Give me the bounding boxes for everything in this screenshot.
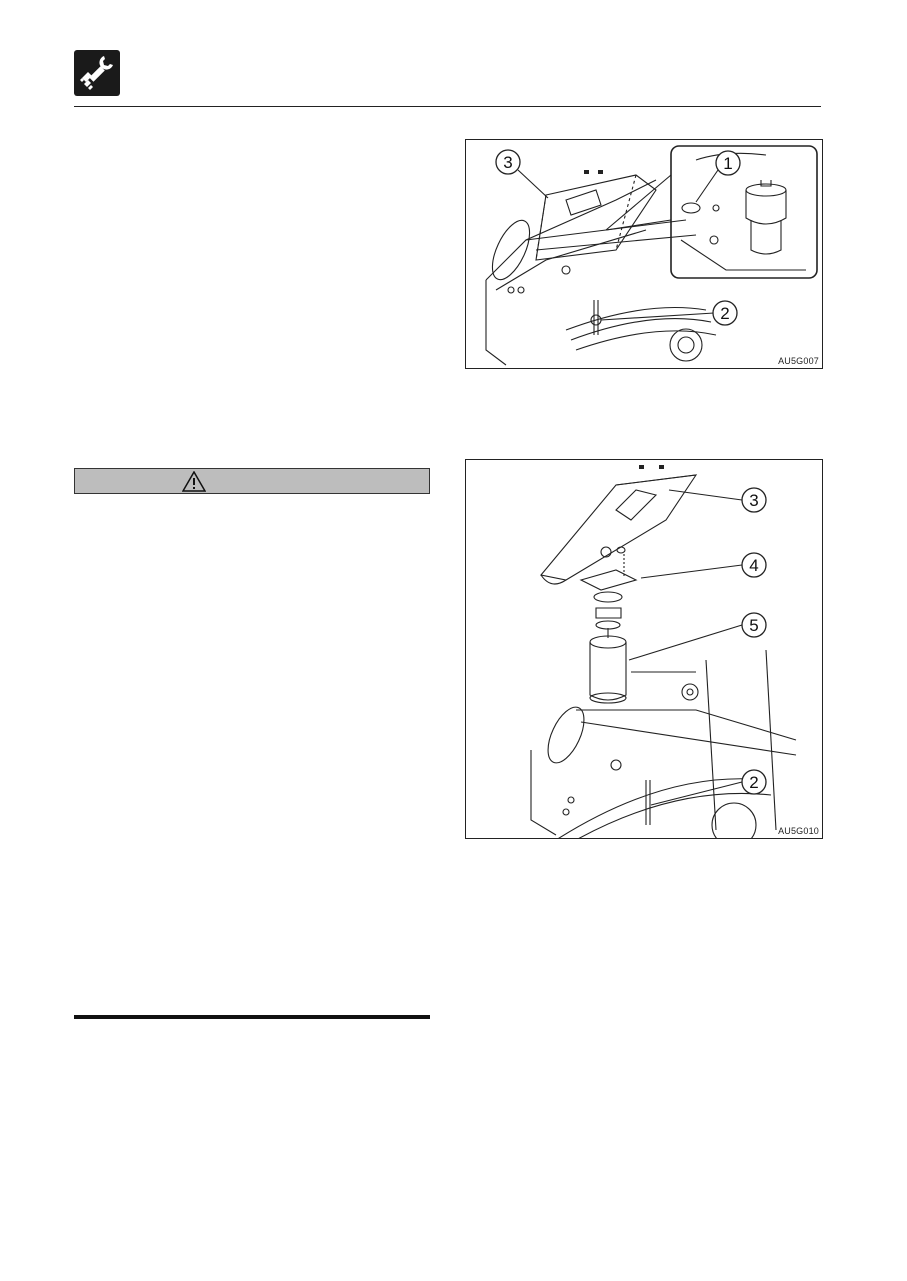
callout-3-label: 3 (749, 491, 759, 510)
callout-3 (669, 488, 766, 512)
figure-code: AU5G007 (778, 356, 819, 366)
callout-2-label: 2 (720, 304, 730, 323)
callout-4 (641, 553, 766, 578)
callout-1 (696, 151, 740, 202)
warning-bar (74, 468, 430, 494)
callout-4-label: 4 (749, 556, 759, 575)
callout-1-label: 1 (723, 154, 733, 173)
figure-2 (465, 459, 823, 839)
figure-1 (465, 139, 823, 369)
figure-code: AU5G010 (778, 826, 819, 836)
callout-2-label: 2 (749, 773, 759, 792)
callout-5-label: 5 (749, 616, 759, 635)
callout-5 (629, 613, 766, 660)
figure-2-illustration (466, 460, 822, 838)
callout-3 (496, 150, 548, 198)
figure-1-illustration (466, 140, 822, 368)
wrench-maintenance-icon (74, 50, 120, 96)
callout-3-label: 3 (503, 153, 513, 172)
section-rule (74, 1015, 430, 1019)
callout-2 (651, 770, 766, 805)
maintenance-icon (74, 50, 120, 96)
header-rule (74, 106, 821, 107)
warning-triangle-icon (182, 471, 206, 492)
